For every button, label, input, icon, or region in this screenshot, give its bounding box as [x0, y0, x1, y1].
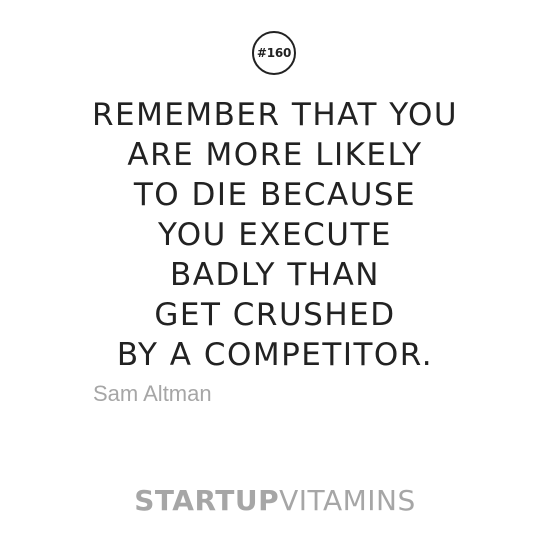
- quote-line: GET CRUSHED: [154, 297, 396, 333]
- quote-number: #160: [256, 46, 292, 60]
- brand-logo-light: VITAMINS: [279, 484, 416, 517]
- quote-author: Sam Altman: [93, 381, 212, 406]
- brand-logo: [0, 484, 550, 517]
- quote-line: YOU EXECUTE: [158, 217, 392, 253]
- brand-logo-bold: STARTUP: [134, 484, 280, 517]
- quote-line: ARE MORE LIKELY: [127, 137, 423, 173]
- quote-text: [0, 95, 550, 375]
- quote-number-badge: [252, 31, 296, 75]
- quote-line: TO DIE BECAUSE: [133, 177, 417, 213]
- quote-line: BADLY THAN: [170, 257, 380, 293]
- quote-line: REMEMBER THAT YOU: [91, 97, 459, 133]
- quote-line: BY A COMPETITOR.: [116, 337, 434, 373]
